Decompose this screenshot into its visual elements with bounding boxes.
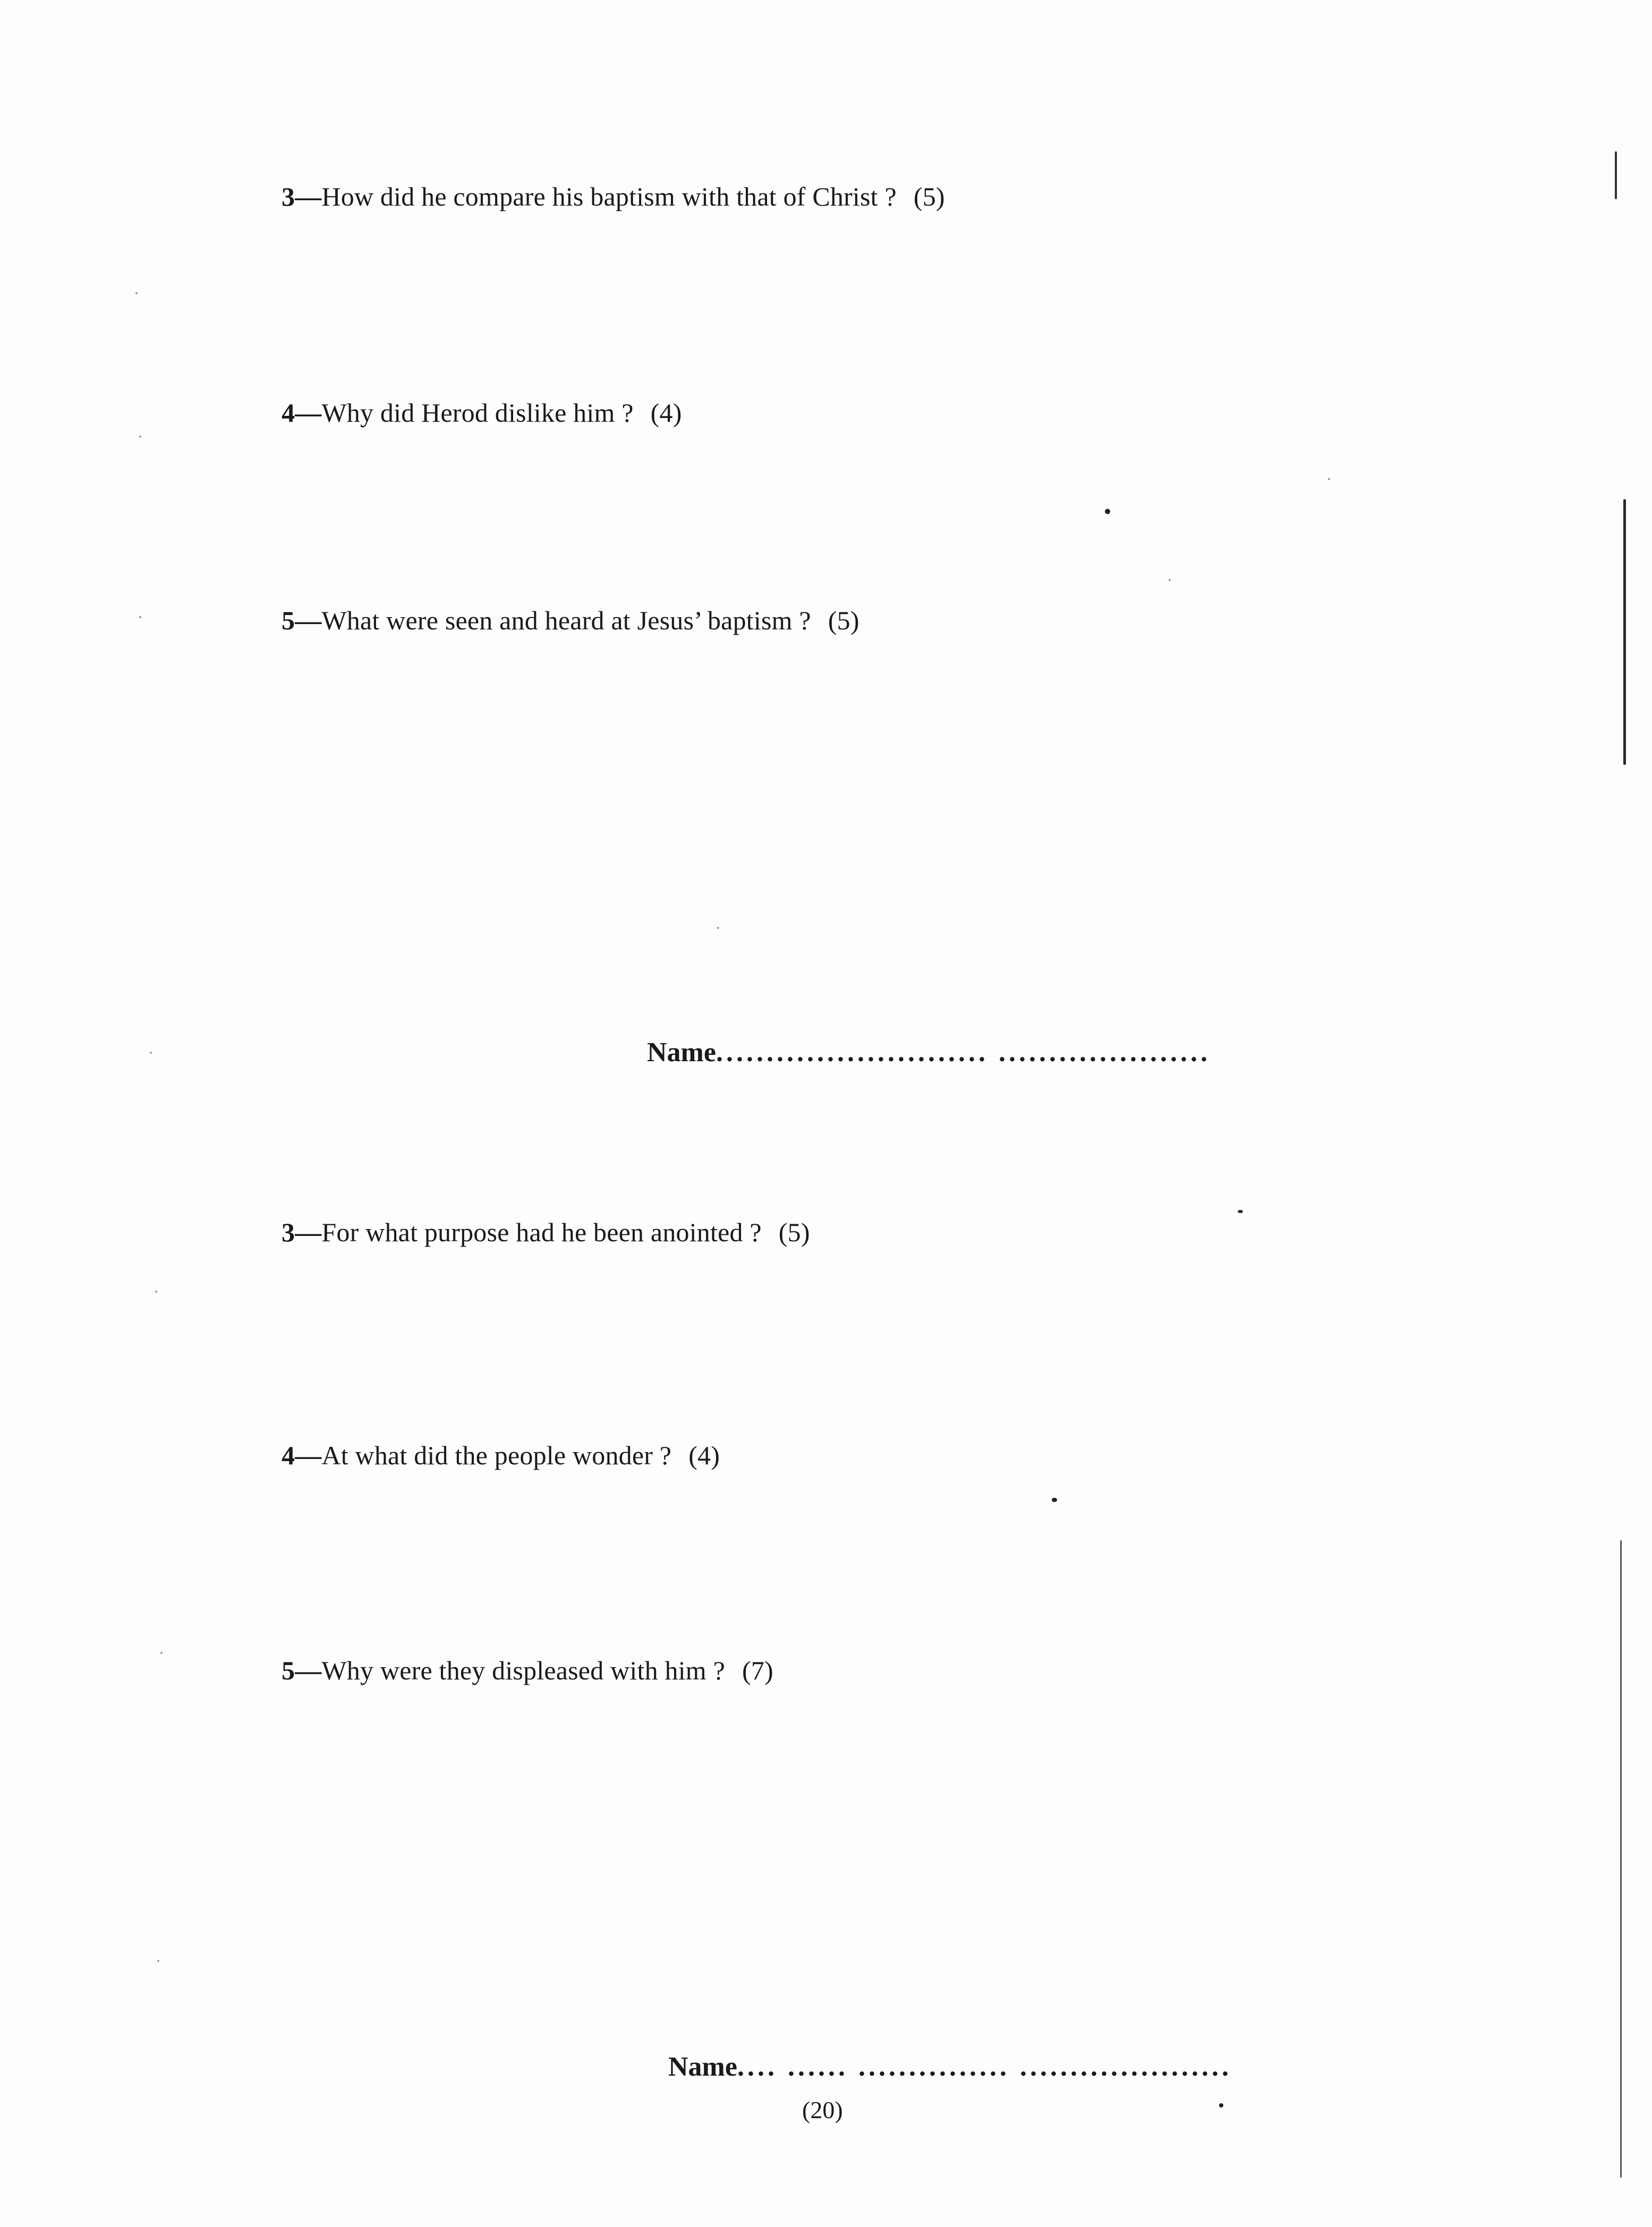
question-number: 4—	[282, 398, 322, 428]
scan-dot	[139, 616, 141, 618]
name-field-1[interactable]	[647, 1037, 1211, 1069]
scan-edge-mark	[1620, 1540, 1622, 2178]
question-number: 3—	[282, 1217, 322, 1247]
question-number: 4—	[282, 1440, 322, 1470]
question-marks: (5)	[778, 1217, 810, 1247]
page-number: (20)	[802, 2096, 843, 2123]
question-text: Why did Herod dislike him ?	[321, 398, 634, 428]
scan-dot	[150, 1052, 152, 1054]
question-marks: (7)	[742, 1656, 773, 1685]
question-5-displeased	[282, 1654, 773, 1686]
scan-dot	[135, 292, 138, 294]
question-number: 5—	[282, 1656, 322, 1685]
question-marks: (5)	[828, 605, 859, 635]
name-label: Name	[647, 1037, 716, 1068]
scan-dot	[160, 1652, 163, 1654]
question-text: At what did the people wonder ?	[321, 1440, 672, 1470]
scan-speck	[1052, 1498, 1057, 1502]
question-4-people-wonder	[282, 1439, 720, 1471]
name-label: Name	[668, 2052, 737, 2082]
name-field-2[interactable]	[668, 2051, 1232, 2083]
scan-dot	[139, 436, 141, 438]
question-3-baptism-comparison	[282, 181, 945, 212]
scan-dot	[1328, 478, 1330, 480]
question-text: For what purpose had he been anointed ?	[321, 1217, 762, 1247]
scan-speck	[1105, 509, 1110, 514]
question-4-herod	[282, 397, 682, 429]
question-number: 3—	[282, 182, 322, 211]
question-3-anointed	[282, 1216, 810, 1248]
scan-speck	[1238, 1210, 1243, 1213]
scan-dot	[155, 1291, 157, 1293]
question-text: Why were they displeased with him ?	[321, 1656, 725, 1685]
scan-dot	[717, 927, 719, 929]
question-marks: (4)	[688, 1440, 720, 1470]
question-5-jesus-baptism	[282, 604, 859, 636]
name-dotted-line: .... ...... ............... .....................	[737, 2052, 1232, 2082]
question-marks: (4)	[650, 398, 682, 428]
question-text: How did he compare his baptism with that of Christ ?	[321, 182, 897, 211]
question-marks: (5)	[913, 182, 945, 211]
question-text: What were seen and heard at Jesus’ baptism ?	[321, 605, 811, 635]
scan-edge-mark	[1615, 151, 1617, 199]
scan-dot	[157, 1960, 159, 1962]
question-number: 5—	[282, 605, 322, 635]
scan-edge-mark	[1623, 499, 1626, 765]
name-dotted-line: ........................... .....................	[716, 1037, 1211, 1068]
scan-speck	[1219, 2103, 1223, 2107]
scan-dot	[1169, 579, 1171, 581]
